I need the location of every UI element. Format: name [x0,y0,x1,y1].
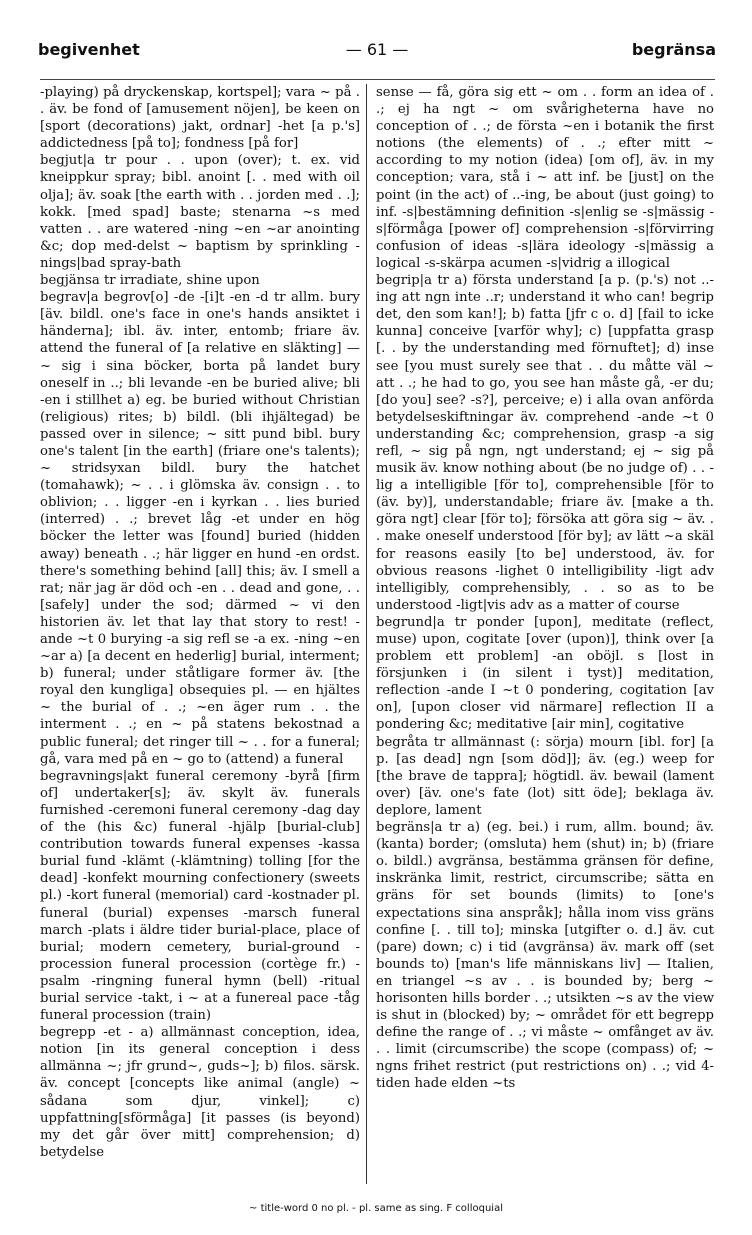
page-header [38,40,716,64]
dictionary-entry: begrip|a tr a) första understand [a p. (p.'s) not ..-ing att ngn inte ..r; understand it who can! begrip det, den som kan!]; b) fatta [jfr c o. d] [fail to icke kunna] conceive [varför why]; c) [uppfatta grasp [. . by the understanding med förnuftet]; d) inse see [you must surely see that . . du måtte väl ~ att . .; he had to go, you see han måste gå, -er du; [do you] see? -s?], perceive; e) i alla ovan anförda betydelseskiftningar äv. comprehend -ande ~t 0 understanding &c; comprehension, grasp -a sig refl, ~ sig på ngn, ngt understand; ej ~ sig på musik äv. know nothing about (be no judge of) . . -lig a intelligible [för to], comprehensible [för to (äv. by)], understandable; friare äv. [make a th. göra ngt] clear [för to]; försöka att göra sig ~ äv. . . make oneself understood [för by]; av lätt ~a skäl for reasons easily [to be] understood, äv. for obvious reasons -lighet 0 intelligibility -ligt adv intelligibly, comprehensibly, . . so as to be understood -ligt|vis adv as a matter of course [376,273,714,613]
dictionary-entry: begråta tr allmännast (: sörja) mourn [ibl. for] [a p. [as dead] ngn [som död]]; äv. (eg.) weep for [the brave de tappra]; högtidl. äv. bewail (lament over) [äv. one's fate (lot) sitt öde]; beklaga äv. deplore, lament [376,734,714,818]
right-column [376,84,714,1188]
page-number: — 61 — [345,40,409,59]
dictionary-entry: begravnings|akt funeral ceremony -byrå [firm of] undertaker[s]; äv. skylt äv. funerals furnished -ceremoni funeral ceremony -dag day of the (his &c) funeral -hjälp [burial-club] contribution towards funeral expenses -kassa burial fund -klämt (-klämtning) tolling [for the dead] -konfekt mourning confectionery (sweets pl.) -kort funeral (memorial) card -kostnader pl. funeral (burial) expenses -marsch funeral march -plats i äldre tider burial-place, place of burial; modern cemetery, burial-ground -procession funeral procession (cortège fr.) -psalm -ringning funeral hymn (bell) -ritual burial service -takt, i ~ at a funereal pace -tåg funeral procession (train) [40,768,360,1024]
dictionary-entry: begrav|a begrov[o] -de -[i]t -en -d tr allm. bury [äv. bildl. one's face in one's hands ansiktet i händerna]; ibl. äv. inter, entomb; friare äv. attend the funeral of [a relative en släkting] — ~ sig i sina böcker, borta på landet bury oneself in ..; bli levande -en be buried alive; bli -en i stillhet a) eg. be buried without Christian (religious) rites; b) bildl. (bli ihjältegad) be passed over in silence; ~ sitt pund bibl. bury one's talent [in the earth] (friare one's talents); ~ stridsyxan bildl. bury the hatchet (tomahawk); ~ . . i glömska äv. consign . . to oblivion; . . ligger -en i kyrkan . . lies buried (interred) . .; brevet låg -et under en hög böcker the letter was [found] buried (hidden away) beneath . .; här ligger en hund -en ordst. there's something behind [all] this; äv. I smell a rat; när jag är död och -en . . dead and gone, . . [safely] under the sod; därmed ~ vi den historien äv. let that lay that story to rest! -ande ~t 0 burying -a sig refl se -a ex. -ning ~en ~ar a) [a decent en hederlig] burial, interment; b) funeral; under ståtligare former äv. [the royal den kungliga] obsequies pl. — en hjältes ~ the burial of . .; ~en äger rum . . the interment . .; en ~ på statens bekostnad a public funeral; det ringer till ~ . . for a funeral; gå, vara med på en ~ go to (attend) a funeral [40,290,360,767]
guide-word-left: begivenhet [38,40,140,59]
dictionary-entry: sense — få, göra sig ett ~ om . . form an idea of . .; ej ha ngt ~ om svårigheterna have no conception of . .; de första ~en i botanik the first notions (the elements) of . .; efter mitt ~ according to my notion (idea) [om of], äv. in my conception; vara, stå i ~ att inf. be [just] on the point (in the act) of ..-ing, be about (just going) to inf. -s|bestämning definition -s|enlig se -s|mässig -s|förmåga [power of] comprehension -s|förvirring confusion of ideas -s|lära ideology -s|mässig a logical -s-skärpa acumen -s|vidrig a illogical [376,85,714,271]
dictionary-entry: begräns|a tr a) (eg. bei.) i rum, allm. bound; äv. (kanta) border; (omsluta) hem (shut) in; b) (friare o. bildl.) avgränsa, bestämma gränsen för define, inskränka limit, restrict, circumscribe; sätta en gräns för set bounds (limits) to [one's expectations sina anspråk]; hålla inom viss gräns confine [. . till to]; minska [utgifter o. d.] äv. cut (pare) down; c) i tid (avgränsa) äv. mark off (set bounds to) [man's life människans liv] — Italien, en triangel ~s av . . is bounded by; berg ~ horisonten hills border . .; utsikten ~s av the view is shut in (blocked) by; ~ området för ett begrepp define the range of . .; vi måste ~ omfånget av äv. . . limit (circumscribe) the scope (compass) of; ~ ngns frihet restrict (put restrictions on) . .; vid 4-tiden hade elden ~ts [376,820,714,1092]
abbreviation-key-footer: ~ title-word 0 no pl. - pl. same as sing. F colloquial [249,1203,503,1214]
dictionary-entry: begjänsa tr irradiate, shine upon [40,273,260,289]
column-divider [366,84,367,1184]
dictionary-entry: begrepp -et - a) allmännast conception, idea, notion [in its general conception i dess allmänna ~; jfr grund~, guds~]; b) filos. särsk. äv. concept [concepts like animal (angle) ~ sådana som djur, vinkel]; c) uppfattning[sförmåga] [it passes (is beyond) my det går över mitt] comprehension; d) betydelse [40,1025,360,1160]
left-column [40,84,360,1188]
dictionary-entry: begrund|a tr ponder [upon], meditate (reflect, muse) upon, cogitate [over (upon)], think over [a problem ett problem] -an oböjl. s [lost in försjunken i (in silent i tyst)] meditation, reflection -ande I ~t 0 pondering, cogitation [av on], [upon closer vid närmare] reflection II a pondering &c; meditative [air min], cogitative [376,614,714,733]
dictionary-entry: begjut|a tr pour . . upon (over); t. ex. vid kneippkur spray; bibl. anoint [. . med with oil olja]; äv. soak [the earth with . . jorden med . .]; kokk. [med spad] baste; stenarna ~s med vatten . . are watered -ning ~en ~ar anointing &c; dop med-delst ~ baptism by sprinkling -nings|bad spray-bath [40,153,360,271]
guide-word-right: begränsa [631,40,716,59]
dictionary-entry: -playing) på dryckenskap, kortspel]; vara ~ på . . äv. be fond of [amusement nöjen], be keen on [sport (decorations) jakt, ordnar] -het [a p.'s] addictedness [på to]; fondness [på for] [40,85,360,152]
header-rule [40,79,715,80]
